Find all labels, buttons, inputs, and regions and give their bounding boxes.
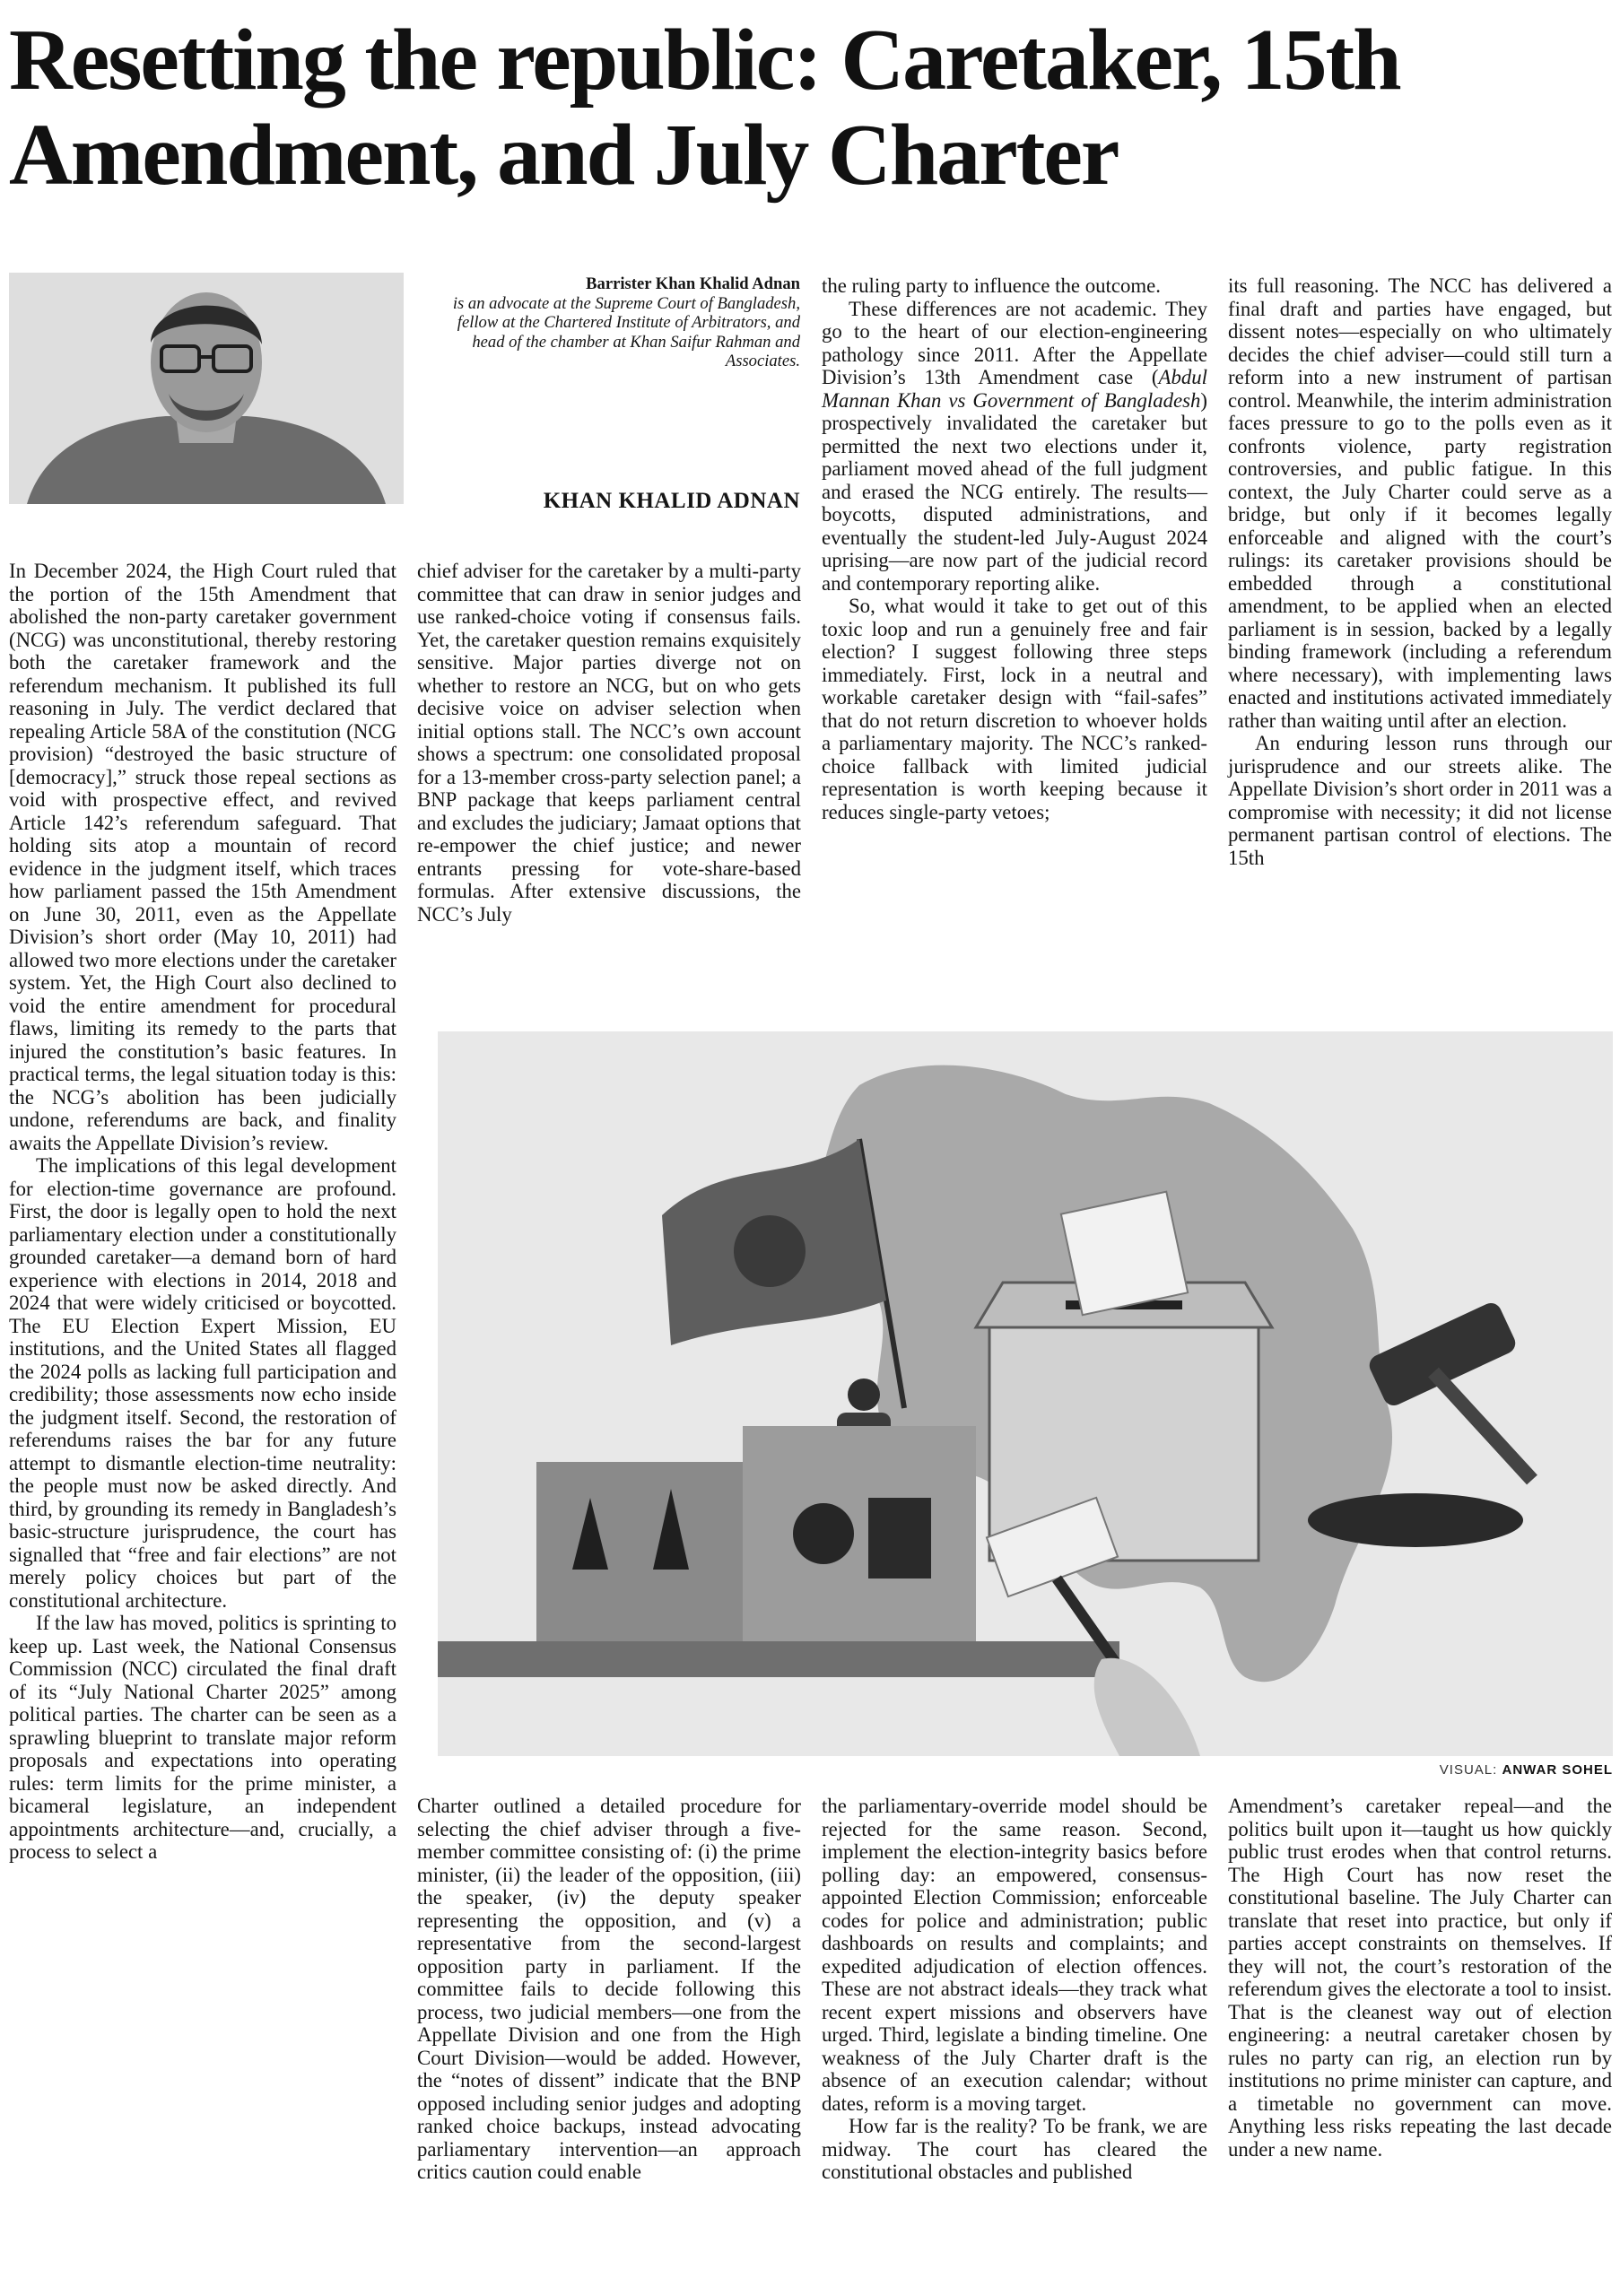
byline: KHAN KHALID ADNAN (543, 489, 800, 513)
author-portrait-icon (9, 273, 404, 504)
article-visual (438, 1031, 1613, 1756)
visual-credit-label: VISUAL: (1439, 1762, 1498, 1778)
author-bio-name: Barrister Khan Khalid Adnan (586, 274, 800, 293)
visual-credit (438, 1762, 1613, 1778)
collage-illustration (438, 1031, 1613, 1756)
paragraph: Charter outlined a detailed procedure for selecting the chief adviser through a five-member committee consisting of: (i) the prime minister, (ii) the leader of the opposition, (iii) the speaker, (iv) the deputy speaker representing the opposition, and (v) a representative from the second-largest opposition party in parliament. If the committee fails to decide following this process, two judicial members—one from the Appellate Division and one from the High Court Division—would be added. However, the “notes of dissent” indicate that the BNP opposed including senior judges and adopting ranked choice backups, instead advocating parliamentary intervention—an approach critics caution could enable (417, 1795, 801, 2183)
author-photo (9, 273, 404, 504)
paragraph: its full reasoning. The NCC has delivered a final draft and parties have engaged, but dissent notes—especially on who ultimately decides the chief adviser—could still turn a reform into a new instrument of partisan control. Meanwhile, the interim administration faces pressure to go to the polls even as it confronts violence, party registration controversies, and public fatigue. In this context, the July Charter could serve as a bridge, but only if it becomes legally enforceable and aligned with the court’s rulings: its caretaker provisions should be embedded through a constitutional amendment, to be applied when an elected parliament is in session, backed by a legally binding framework (including a referendum where necessary), with implementing laws enacted and institutions activated immediately rather than waiting until after an election. (1228, 274, 1612, 732)
author-bio (422, 274, 800, 371)
column-1-top (9, 560, 396, 1864)
author-bio-text: is an advocate at the Supreme Court of Bangladesh, fellow at the Chartered Institute of Arbitrators, and head of the chamber at Khan Saifur Rahman and Associates. (452, 293, 800, 370)
headline: Resetting the republic: Caretaker, 15th Amendment, and July Charter (9, 12, 1400, 204)
paragraph: In December 2024, the High Court ruled that the portion of the 15th Amendment that abolished the non-party caretaker government (NCG) was unconstitutional, thereby restoring both the caretaker framework and the referendum mechanism. It published its full reasoning in July. The verdict declared that repealing Article 58A of the constitution (NCG provision) “destroyed the basic structure of [democracy],” struck those repeal sections as void with prospective effect, and revived Article 142’s referendum safeguard. That holding sits atop a mountain of record evidence in the judgment itself, which traces how parliament passed the 15th Amendment on June 30, 2011, even as the Appellate Division’s short order (May 10, 2011) had allowed two more elections under the caretaker system. Yet, the High Court also declined to void the entire amendment for procedural flaws, limiting its remedy to the parts that injured the constitution’s basic features. In practical terms, the legal situation today is this: the NCG’s abolition has been judicially undone, referendums are back, and finality awaits the Appellate Division’s review. (9, 560, 396, 1154)
paragraph: If the law has moved, politics is sprinting to keep up. Last week, the National Consensus Commission (NCC) circulated the final draft of its “July National Charter 2025” among political parties. The charter can be seen as a sprawling blueprint to translate major reform proposals and expectations into operating rules: term limits for the prime minister, a bicameral legislature, an independent appointments architecture—and, crucially, a process to select a (9, 1612, 396, 1863)
column-4-top (1228, 274, 1612, 869)
column-4-bottom (1228, 1795, 1612, 2161)
column-3-bottom (822, 1795, 1207, 2184)
paragraph: These differences are not academic. They go to the heart of our election-engineering pathology since 2011. After the Appellate Division’s 13th Amendment case (Abdul Mannan Khan vs Government of Bangladesh) prospectively invalidated the caretaker but permitted the next two elections under it, parliament moved ahead of the full judgment and erased the NCG entirely. The results—boycotts, disputed administrations, and eventually the student-led July-August 2024 uprising—are now part of the judicial record and contemporary reporting alike. (822, 297, 1207, 595)
column-2-top (417, 560, 801, 926)
paragraph: the ruling party to influence the outcome. (822, 274, 1161, 297)
paragraph: The implications of this legal development for election-time governance are profound. First, the door is legally open to hold the next parliamentary election under a constitutionally grounded caretaker—a demand born of hard experience with elections in 2014, 2018 and 2024 that were widely criticised or boycotted. The EU Election Expert Mission, EU institutions, and the United States all flagged the 2024 polls as lacking full participation and credibility; those assessments now echo inside the judgment itself. Second, the restoration of referendums raises the bar for any future attempt to dismantle election-time neutrality: the people must now be asked directly. And third, by grounding its remedy in Bangladesh’s basic-structure jurisprudence, the court has signalled that “free and fair elections” are not merely policy choices but part of the constitutional architecture. (9, 1154, 396, 1612)
paragraph: How far is the reality? To be frank, we are midway. The court has cleared the constitutional obstacles and published (822, 2115, 1207, 2183)
column-3-top (822, 274, 1207, 823)
paragraph: Amendment’s caretaker repeal—and the politics built upon it—taught us how quickly public trust erodes when that control returns. The High Court has now reset the constitutional baseline. The July Charter can translate that reset into practice, but only if parties accept constraints on themselves. If they will not, the court’s restoration of the referendum gives the electorate a tool to insist. That is the cleanest way out of election engineering: a neutral caretaker chosen by rules no party can rig, an election run by institutions no prime minister can capture, and a timetable no government can move. Anything less risks repeating the last decade under a new name. (1228, 1795, 1612, 2161)
paragraph: So, what would it take to get out of this toxic loop and run a genuinely free and fair election? I suggest following three steps immediately. First, lock in a neutral and workable caretaker design with “fail-safes” that do not return discretion to whoever holds a parliamentary majority. The NCC’s ranked-choice fallback with limited judicial representation is worth keeping because it reduces single-party vetoes; (822, 595, 1207, 823)
paragraph: chief adviser for the caretaker by a multi-party committee that can draw in senior judges and use ranked-choice voting if consensus fails. Yet, the caretaker question remains exquisitely sensitive. Major parties diverge not on whether to restore an NCG, but on who gets decisive voice on adviser selection when initial options stall. The NCC’s own account shows a spectrum: one consolidated proposal for a 13-member cross-party selection panel; a BNP package that keeps parliament central and excludes the judiciary; Jamaat options that re-empower the chief justice; and newer entrants pressing for vote-share-based formulas. After extensive discussions, the NCC’s July (417, 560, 801, 926)
paragraph: the parliamentary-override model should be rejected for the same reason. Second, implement the election-integrity basics before polling day: an empowered, consensus-appointed Election Commission; enforceable codes for police and administration; public dashboards on results and complaints; and expedited adjudication of election offences. These are not abstract ideals—they track what recent expert missions and observers have urged. Third, legislate a binding timeline. One weakness of the July Charter draft is the absence of an execution calendar; without dates, reform is a moving target. (822, 1795, 1207, 2115)
visual-credit-name: ANWAR SOHEL (1502, 1762, 1613, 1778)
column-2-bottom (417, 1795, 801, 2184)
case-name: Abdul Mannan Khan vs Government of Bangladesh (822, 366, 1207, 412)
paragraph: An enduring lesson runs through our jurisprudence and our streets alike. The Appellate Division’s short order in 2011 was a compromise with necessity; it did not license permanent partisan control of elections. The 15th (1228, 732, 1612, 869)
